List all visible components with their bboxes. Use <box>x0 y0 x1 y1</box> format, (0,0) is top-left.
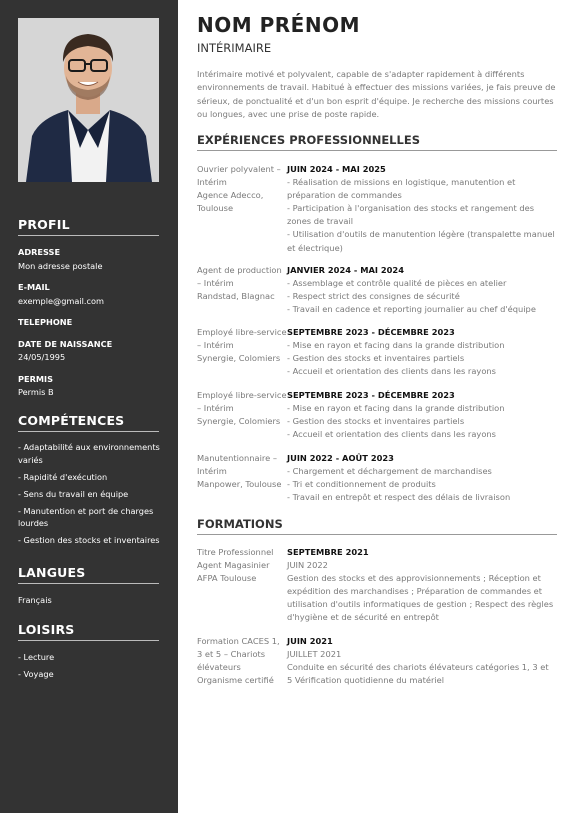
task-item: - Réalisation de missions en logistique, manutention et préparation de commandes <box>287 177 516 201</box>
task-item: - Chargement et déchargement de marchandises <box>287 466 492 477</box>
profile-photo <box>18 18 159 182</box>
hobbies-heading: LOISIRS <box>18 622 159 641</box>
task-item: - Accueil et orientation des clients dans les rayons <box>287 429 496 440</box>
experience-left <box>197 452 287 491</box>
experience-date: JANVIER 2024 - MAI 2024 <box>287 265 404 275</box>
skill-item: - Manutention et port de charges lourdes <box>18 505 154 528</box>
experience-role: Agent de production – Intérim <box>197 265 282 289</box>
experience-company: Synergie, Colomiers <box>197 416 281 427</box>
education-right <box>287 546 559 625</box>
experience-date: SEPTEMBRE 2023 - DÉCEMBRE 2023 <box>287 327 455 337</box>
skill-item: - Gestion des stocks et inventaires <box>18 535 160 545</box>
experience-left <box>197 326 287 365</box>
languages-heading: LANGUES <box>18 565 159 584</box>
education-end-date: JUILLET 2021 <box>287 649 342 660</box>
education-description: Gestion des stocks et des approvisionnements ; Réception et expédition des marchandises ; Préparation de commandes et utilisation d'outils informatiques de gestion ; Respect des règles d'hygiène et de sécurité en entrepôt <box>287 573 554 623</box>
intro-paragraph: Intérimaire motivé et polyvalent, capable de s'adapter rapidement à différents environnements de travail. Habitué à effectuer des missions variées, je fais preuve de sérieux, de ponctualité et d'un bon esprit d'équipe. Je recherche des missions courtes ou longues, avec une prise de poste rapide. <box>197 69 556 119</box>
languages-list <box>18 594 168 611</box>
task-item: - Assemblage et contrôle qualité de pièces en atelier <box>287 278 507 289</box>
experience-right <box>287 389 559 441</box>
birthdate-value: 24/05/1995 <box>18 352 66 362</box>
education-left: Titre Professionnel Agent Magasinier AFPA Toulouse <box>197 547 274 584</box>
experience-right <box>287 264 559 316</box>
experience-tasks <box>287 465 559 504</box>
experience-tasks <box>287 339 559 378</box>
experience-role: Ouvrier polyvalent – Intérim <box>197 164 281 188</box>
experience-left <box>197 163 287 215</box>
task-item: - Utilisation d'outils de manutention légère (transpalette manuel et électrique) <box>287 229 555 253</box>
phone-label: TELEPHONE <box>18 317 73 327</box>
experience-left <box>197 389 287 428</box>
education-description: Conduite en sécurité des chariots élévateurs catégories 1, 3 et 5 Vérification quotidienne du matériel <box>287 662 549 686</box>
task-item: - Tri et conditionnement de produits <box>287 479 436 490</box>
task-item: - Accueil et orientation des clients dans les rayons <box>287 366 496 377</box>
portrait-illustration <box>18 18 159 182</box>
hobby-item: - Voyage <box>18 669 54 679</box>
experience-date: JUIN 2024 - MAI 2025 <box>287 164 386 174</box>
permit-label: PERMIS <box>18 374 53 384</box>
skill-item: - Sens du travail en équipe <box>18 488 129 499</box>
task-item: - Participation à l'organisation des stocks et rangement des zones de travail <box>287 203 535 227</box>
education-date: SEPTEMBRE 2021 <box>287 547 369 557</box>
experience-right <box>287 452 559 504</box>
job-title: INTÉRIMAIRE <box>197 41 272 55</box>
experience-company: Randstad, Blagnac <box>197 291 275 302</box>
experience-company: Agence Adecco, Toulouse <box>197 190 264 214</box>
experience-right <box>287 326 559 378</box>
education-left: Formation CACES 1, 3 et 5 – Chariots élévateurs Organisme certifié <box>197 636 280 686</box>
skill-item: - Rapidité d'exécution <box>18 471 108 482</box>
experience-role: Employé libre-service – Intérim <box>197 327 287 351</box>
education-date: JUIN 2021 <box>287 636 333 646</box>
experience-company: Synergie, Colomiers <box>197 353 281 364</box>
education-end-date: JUIN 2022 <box>287 560 328 571</box>
hobbies-list <box>18 651 168 685</box>
experience-right <box>287 163 559 255</box>
skills-list <box>18 441 163 551</box>
experience-date: JUIN 2022 - AOÛT 2023 <box>287 453 394 463</box>
task-item: - Respect strict des consignes de sécurité <box>287 291 460 302</box>
education-heading: FORMATIONS <box>197 517 557 535</box>
experience-company: Manpower, Toulouse <box>197 479 282 490</box>
experience-tasks <box>287 277 559 316</box>
sidebar <box>0 0 178 813</box>
task-item: - Mise en rayon et facing dans la grande distribution <box>287 403 505 414</box>
task-item: - Mise en rayon et facing dans la grande distribution <box>287 340 505 351</box>
task-item: - Travail en entrepôt et respect des délais de livraison <box>287 492 511 503</box>
candidate-name: NOM PRÉNOM <box>197 13 360 37</box>
experience-heading: EXPÉRIENCES PROFESSIONNELLES <box>197 133 557 151</box>
education-right <box>287 635 559 687</box>
experience-tasks <box>287 402 559 441</box>
hobby-item: - Lecture <box>18 652 55 662</box>
experience-role: Manutentionnaire – Intérim <box>197 453 278 477</box>
permit-value: Permis B <box>18 387 54 397</box>
task-item: - Gestion des stocks et inventaires partiels <box>287 416 465 427</box>
skills-heading: COMPÉTENCES <box>18 413 159 432</box>
email-value: exemple@gmail.com <box>18 296 105 306</box>
email-label: E-MAIL <box>18 282 50 292</box>
experience-left <box>197 264 287 303</box>
address-value: Mon adresse postale <box>18 261 103 271</box>
language-item: Français <box>18 595 52 605</box>
experience-role: Employé libre-service – Intérim <box>197 390 287 414</box>
task-item: - Travail en cadence et reporting journalier au chef d'équipe <box>287 304 536 315</box>
experience-tasks <box>287 176 559 255</box>
birthdate-label: DATE DE NAISSANCE <box>18 339 113 349</box>
address-label: ADRESSE <box>18 247 61 257</box>
skill-item: - Adaptabilité aux environnements variés <box>18 442 160 465</box>
task-item: - Gestion des stocks et inventaires partiels <box>287 353 465 364</box>
experience-date: SEPTEMBRE 2023 - DÉCEMBRE 2023 <box>287 390 455 400</box>
profil-heading: PROFIL <box>18 217 159 236</box>
